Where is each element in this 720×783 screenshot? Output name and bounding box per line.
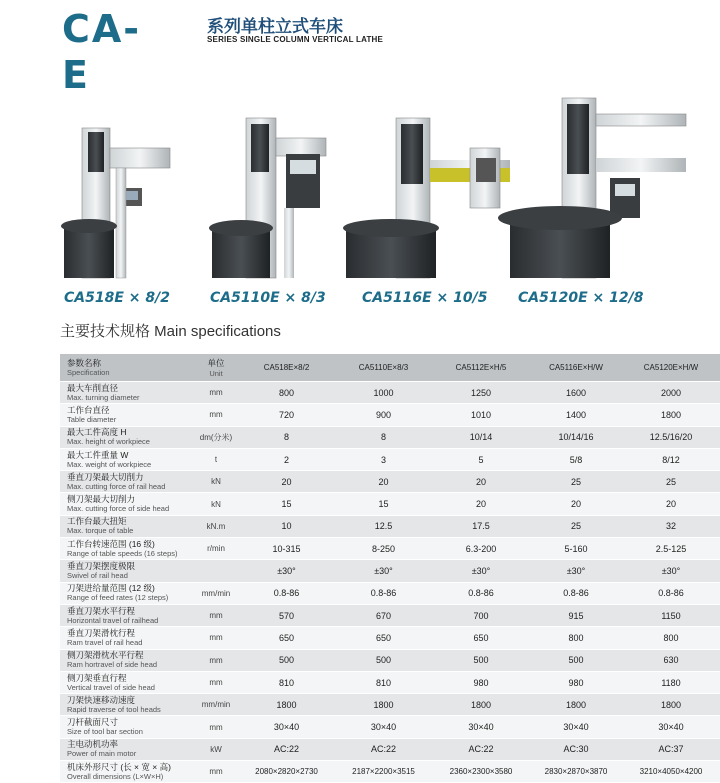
specifications-heading: 主要技术规格 Main specifications [60, 323, 281, 340]
row-value: 1180 [622, 671, 720, 693]
row-unit: mm [194, 604, 238, 626]
row-value: 1800 [622, 694, 720, 716]
row-value: 3 [335, 448, 432, 470]
row-value: 10/14/16 [530, 426, 622, 448]
row-value: 15 [335, 493, 432, 515]
header-model: CA5120E×H/W [622, 354, 720, 382]
table-row [60, 738, 720, 760]
row-value: 32 [622, 515, 720, 537]
row-label: 刀架快速移动速度 Rapid traverse of tool heads [60, 694, 194, 716]
header-model: CA5112E×H/5 [432, 354, 530, 382]
row-label: 最大车削直径 Max. turning diameter [60, 382, 194, 404]
table-row [60, 515, 720, 537]
row-unit: kN.m [194, 515, 238, 537]
row-value: 980 [530, 671, 622, 693]
table-row [60, 716, 720, 738]
row-value: AC:22 [432, 738, 530, 760]
row-value: 630 [622, 649, 720, 671]
row-unit: mm/min [194, 694, 238, 716]
table-row [60, 604, 720, 626]
table-row [60, 694, 720, 716]
row-value: 720 [238, 404, 335, 426]
row-value: 1150 [622, 604, 720, 626]
row-label: 刀架进给量范围 (12 级) Range of feed rates (12 steps) [60, 582, 194, 604]
row-value: 25 [622, 471, 720, 493]
row-value: 1800 [530, 694, 622, 716]
row-unit: kN [194, 471, 238, 493]
row-label: 侧刀架滑枕水平行程 Ram hortravel of side head [60, 649, 194, 671]
row-value: 8 [335, 426, 432, 448]
table-row [60, 426, 720, 448]
row-value: AC:22 [335, 738, 432, 760]
header-model: CA5116E×H/W [530, 354, 622, 382]
row-value: 5-160 [530, 538, 622, 560]
row-unit: mm [194, 761, 238, 783]
row-value: 0.8-86 [432, 582, 530, 604]
table-row [60, 404, 720, 426]
row-value: ±30° [530, 560, 622, 582]
row-value: ±30° [238, 560, 335, 582]
row-value: 1010 [432, 404, 530, 426]
row-label: 侧刀架最大切削力 Max. cutting force of side head [60, 493, 194, 515]
row-value: 20 [530, 493, 622, 515]
machine-ca518e-image [61, 128, 170, 278]
row-value: 30×40 [622, 716, 720, 738]
row-label: 工作台转速范围 (16 级) Range of table speeds (16 steps) [60, 538, 194, 560]
row-label: 机床外形尺寸 (长 × 宽 × 高) Overall dimensions (L×W×H) [60, 761, 194, 783]
row-value: 25 [530, 471, 622, 493]
header-specification: 参数名称 Specification [60, 354, 194, 382]
row-value: 20 [432, 471, 530, 493]
table-row [60, 538, 720, 560]
row-value: 2360×2300×3580 [432, 761, 530, 783]
row-value: 650 [238, 627, 335, 649]
row-value: 2000 [622, 382, 720, 404]
row-label: 垂直刀架水平行程 Horizontal travel of railhead [60, 604, 194, 626]
row-unit: mm [194, 649, 238, 671]
row-value: 1000 [335, 382, 432, 404]
header-unit: 单位 Unit [194, 354, 238, 382]
row-value: 8-250 [335, 538, 432, 560]
specifications-table [60, 354, 720, 783]
machine-label-ca518e: CA518E × 8/2 [64, 290, 170, 306]
row-label: 侧刀架垂直行程 Vertical travel of side head [60, 671, 194, 693]
row-value: ±30° [622, 560, 720, 582]
row-unit: mm [194, 716, 238, 738]
machine-ca5116e-image [343, 118, 510, 278]
table-row [60, 560, 720, 582]
row-unit [194, 560, 238, 582]
row-unit: r/min [194, 538, 238, 560]
row-value: 1800 [432, 694, 530, 716]
row-unit: mm [194, 671, 238, 693]
row-value: 30×40 [238, 716, 335, 738]
row-unit: mm/min [194, 582, 238, 604]
row-value: AC:37 [622, 738, 720, 760]
row-value: 800 [530, 627, 622, 649]
row-value: 2830×2870×3870 [530, 761, 622, 783]
row-label: 垂直刀架摆度极限 Swivel of rail head [60, 560, 194, 582]
machine-label-ca5116e: CA5116E × 10/5 [362, 290, 488, 306]
row-value: 0.8-86 [530, 582, 622, 604]
series-title-cn: 系列单柱立式车床 [207, 17, 343, 36]
row-unit: mm [194, 404, 238, 426]
row-unit: kN [194, 493, 238, 515]
row-value: 1800 [238, 694, 335, 716]
row-value: 700 [432, 604, 530, 626]
series-logo: CA-E [62, 7, 142, 97]
machine-ca5120e-image [498, 98, 686, 278]
row-value: 20 [622, 493, 720, 515]
row-unit: mm [194, 627, 238, 649]
machine-illustrations [40, 88, 700, 298]
row-value: 5 [432, 448, 530, 470]
row-label: 垂直刀架滑枕行程 Ram travel of rail head [60, 627, 194, 649]
row-value: 1800 [622, 404, 720, 426]
machine-label-ca5110e: CA5110E × 8/3 [210, 290, 326, 306]
row-value: 30×40 [432, 716, 530, 738]
row-value: 12.5/16/20 [622, 426, 720, 448]
table-row [60, 582, 720, 604]
row-value: 10-315 [238, 538, 335, 560]
row-value: 0.8-86 [238, 582, 335, 604]
table-row [60, 761, 720, 783]
row-value: 0.8-86 [622, 582, 720, 604]
row-value: 810 [238, 671, 335, 693]
row-value: 0.8-86 [335, 582, 432, 604]
row-value: 1400 [530, 404, 622, 426]
table-row [60, 493, 720, 515]
table-row [60, 382, 720, 404]
header-model: CA518E×8/2 [238, 354, 335, 382]
row-unit: t [194, 448, 238, 470]
row-value: 2 [238, 448, 335, 470]
row-value: 915 [530, 604, 622, 626]
row-label: 最大工件重量 W Max. weight of workpiece [60, 448, 194, 470]
row-value: 570 [238, 604, 335, 626]
row-value: 2080×2820×2730 [238, 761, 335, 783]
row-value: ±30° [432, 560, 530, 582]
row-label: 垂直刀架最大切削力 Max. cutting force of rail head [60, 471, 194, 493]
row-value: 17.5 [432, 515, 530, 537]
row-value: 810 [335, 671, 432, 693]
row-value: 900 [335, 404, 432, 426]
row-label: 刀杆截面尺寸 Size of tool bar section [60, 716, 194, 738]
row-value: 500 [335, 649, 432, 671]
row-unit: dm(分米) [194, 426, 238, 448]
row-value: 15 [238, 493, 335, 515]
row-value: 800 [622, 627, 720, 649]
row-value: 2187×2200×3515 [335, 761, 432, 783]
row-unit: mm [194, 382, 238, 404]
row-value: 8 [238, 426, 335, 448]
machine-label-ca5120e: CA5120E × 12/8 [518, 290, 644, 306]
row-value: 10/14 [432, 426, 530, 448]
row-value: ±30° [335, 560, 432, 582]
row-value: 2.5-125 [622, 538, 720, 560]
row-value: 30×40 [335, 716, 432, 738]
row-value: 500 [238, 649, 335, 671]
row-value: 3210×4050×4200 [622, 761, 720, 783]
row-value: 30×40 [530, 716, 622, 738]
row-value: 1250 [432, 382, 530, 404]
row-label: 主电动机功率 Power of main motor [60, 738, 194, 760]
row-value: 670 [335, 604, 432, 626]
row-value: 1800 [335, 694, 432, 716]
row-value: 20 [238, 471, 335, 493]
row-label: 工作台直径 Table diameter [60, 404, 194, 426]
table-row [60, 627, 720, 649]
row-value: 5/8 [530, 448, 622, 470]
row-value: 980 [432, 671, 530, 693]
row-value: 1600 [530, 382, 622, 404]
row-label: 最大工件高度 H Max. height of workpiece [60, 426, 194, 448]
row-value: 500 [432, 649, 530, 671]
row-value: 500 [530, 649, 622, 671]
series-title-en: SERIES SINGLE COLUMN VERTICAL LATHE [207, 35, 384, 44]
row-unit: kW [194, 738, 238, 760]
row-value: AC:22 [238, 738, 335, 760]
header-model: CA5110E×8/3 [335, 354, 432, 382]
row-value: 650 [432, 627, 530, 649]
machine-ca5110e-image [209, 118, 326, 278]
table-row [60, 471, 720, 493]
row-value: AC:30 [530, 738, 622, 760]
table-row [60, 649, 720, 671]
table-header-row [60, 354, 720, 382]
table-row [60, 671, 720, 693]
row-value: 800 [238, 382, 335, 404]
row-value: 10 [238, 515, 335, 537]
row-value: 12.5 [335, 515, 432, 537]
row-value: 20 [335, 471, 432, 493]
row-value: 25 [530, 515, 622, 537]
row-label: 工作台最大扭矩 Max. torque of table [60, 515, 194, 537]
row-value: 8/12 [622, 448, 720, 470]
row-value: 650 [335, 627, 432, 649]
row-value: 6.3-200 [432, 538, 530, 560]
row-value: 20 [432, 493, 530, 515]
table-row [60, 448, 720, 470]
